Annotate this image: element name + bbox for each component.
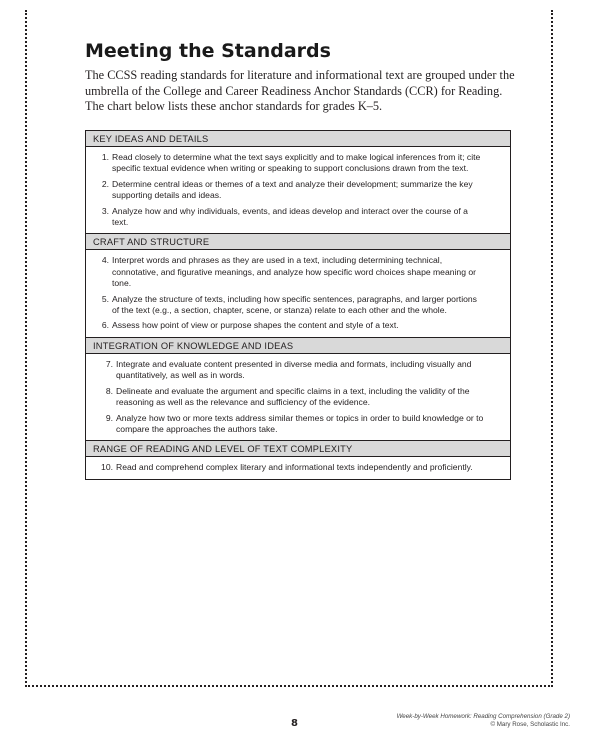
standards-chart <box>85 130 511 480</box>
section-items-range-complexity <box>86 457 510 478</box>
footer-credits <box>397 713 570 729</box>
standard-item <box>98 206 500 229</box>
standard-item <box>98 152 500 175</box>
page-number: 8 <box>291 718 298 729</box>
section-items-key-ideas <box>86 147 510 233</box>
section-header-craft-structure: CRAFT AND STRUCTURE <box>86 233 510 250</box>
standard-item <box>98 462 500 473</box>
standard-text: Integrate and evaluate content presented in diverse media and formats, including visually and quantitatively, as well as in words. <box>116 358 472 381</box>
standard-item <box>98 255 500 289</box>
standard-item <box>98 386 500 409</box>
standard-text: Analyze the structure of texts, including how specific sentences, paragraphs, and larger portions of the text (e.g., a section, chapter, scene, or stanza) relate to each other and the whole. <box>112 293 477 316</box>
standard-number: 1. <box>101 152 109 162</box>
standard-item <box>98 320 500 331</box>
standard-number: 7. <box>105 358 113 369</box>
standard-text: Delineate and evaluate the argument and specific claims in a text, including the validity of the reasoning as well as the relevance and sufficiency of the evidence. <box>116 385 470 408</box>
standard-number: 3. <box>101 205 109 216</box>
section-items-integration <box>86 354 510 440</box>
section-header-integration: INTEGRATION OF KNOWLEDGE AND IDEAS <box>86 337 510 354</box>
intro-paragraph: The CCSS reading standards for literature and informational text are grouped under the umbrella of the College and Career Readiness Anchor Standards (CCR) for Reading. The chart below lists these anchor standards for grades K–5. <box>85 68 515 113</box>
standard-text: Analyze how and why individuals, events, and ideas develop and interact over the course of a text. <box>112 205 468 228</box>
section-header-key-ideas: KEY IDEAS AND DETAILS <box>86 131 510 147</box>
standard-item <box>98 294 500 317</box>
standard-text: Assess how point of view or purpose shapes the content and style of a text. <box>112 320 399 331</box>
standard-text: Analyze how two or more texts address similar themes or topics in order to build knowledge or to compare the approaches the authors take. <box>116 412 484 434</box>
footer-copyright: © Mary Rose, Scholastic Inc. <box>490 721 570 728</box>
standard-item <box>98 179 500 202</box>
standard-number: 6. <box>101 320 109 331</box>
footer-source: Week-by-Week Homework: Reading Comprehension (Grade 2) <box>396 713 570 720</box>
standard-number: 10. <box>101 462 113 473</box>
standard-number: 8. <box>105 385 113 396</box>
standard-item <box>98 359 500 382</box>
page-title: Meeting the Standards <box>85 40 331 62</box>
section-header-range-complexity: RANGE OF READING AND LEVEL OF TEXT COMPLEXITY <box>86 440 510 457</box>
standard-number: 2. <box>101 178 109 189</box>
standard-number: 5. <box>101 293 109 304</box>
section-items-craft-structure <box>86 250 510 336</box>
standard-text: Determine central ideas or themes of a text and analyze their development; summarize the key supporting details and ideas. <box>112 178 473 201</box>
standard-text: Interpret words and phrases as they are used in a text, including determining technical, connotative, and figurative meanings, and analyze how specific word choices shape meaning or tone. <box>112 255 477 289</box>
standard-text: Read closely to determine what the text says explicitly and to make logical inferences from it; cite specific textual evidence when writing or speaking to support conclusions drawn from the text. <box>112 152 481 174</box>
standard-text: Read and comprehend complex literary and informational texts independently and proficiently. <box>116 462 473 473</box>
standard-number: 9. <box>105 412 113 423</box>
standard-number: 4. <box>101 255 109 266</box>
standard-item <box>98 413 500 436</box>
